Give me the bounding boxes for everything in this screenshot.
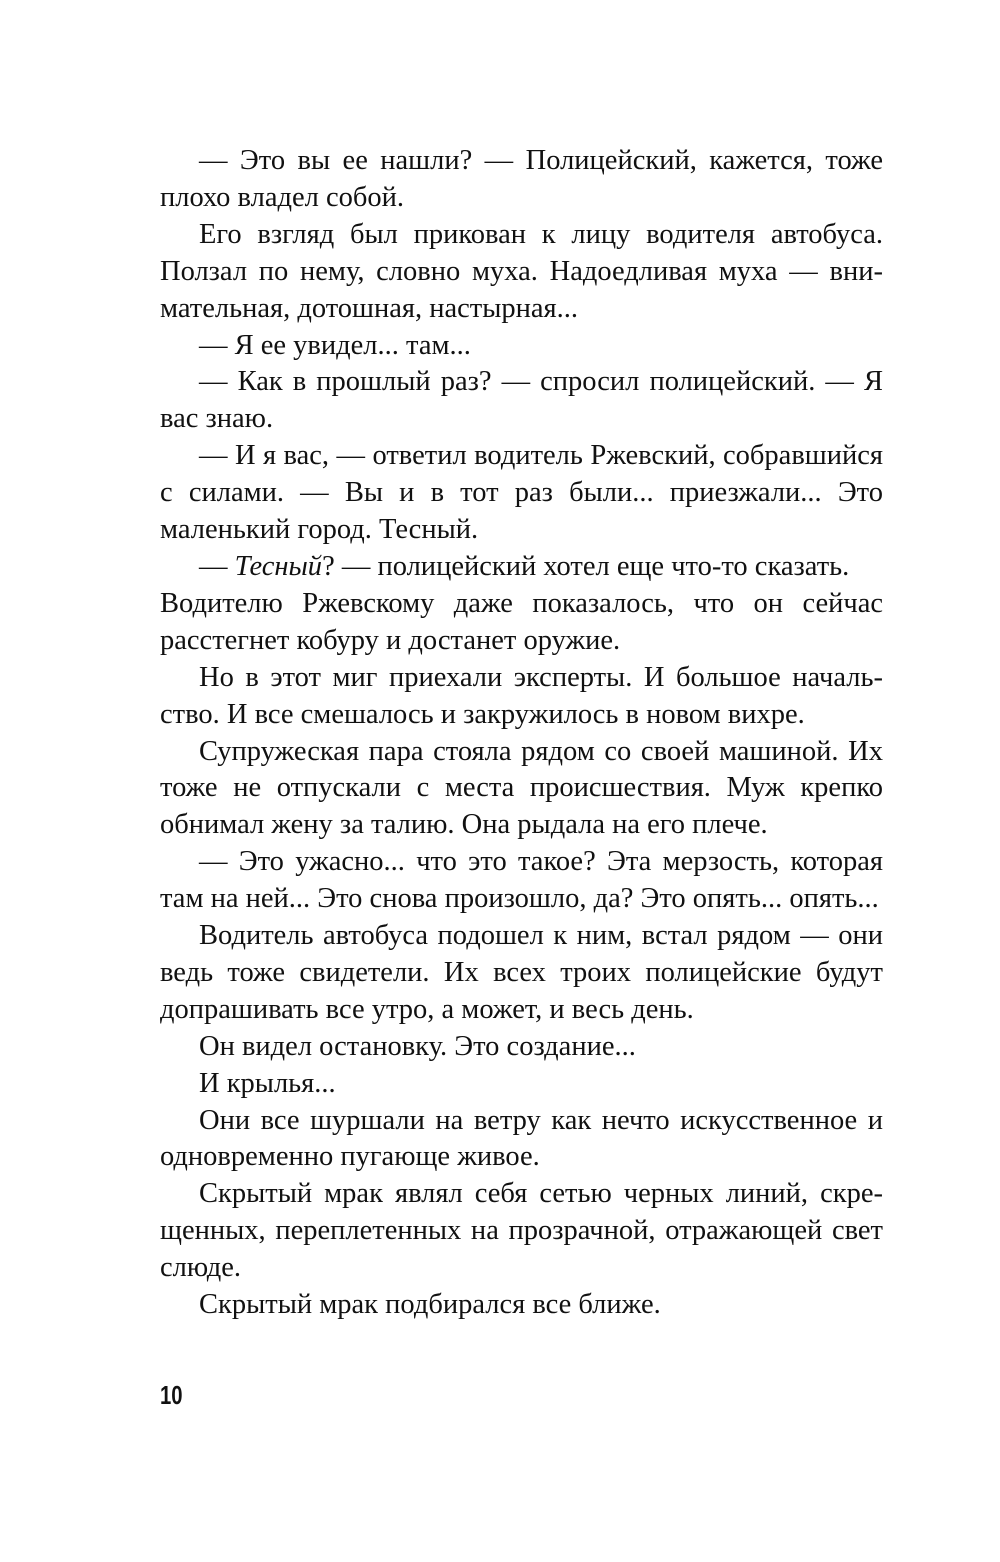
paragraph-3: — Я ее увидел... там... — [199, 329, 471, 361]
italic-word: Тесный — [234, 550, 323, 582]
page-body-text — [160, 143, 883, 1324]
paragraph-1: — Это вы ее нашли? — Полицейский, кажется, тоже плохо владел собой. — [160, 145, 883, 213]
paragraph-10: — Это ужасно... что это такое? Эта мерзость, которая там на ней... Это снова произошло, да? Это опять... опять... — [160, 846, 883, 915]
paragraph-13: И крылья... — [199, 1067, 336, 1099]
dialogue-dash: — — [199, 550, 235, 582]
italic-paragraph-rest: ? — полицейский хотел еще что-то сказать. — [322, 550, 850, 582]
paragraph-14: Они все шуршали на ветру как нечто искусственное и одновременно пугающе живое. — [160, 1104, 883, 1173]
paragraph-7: Водителю Ржевскому даже показалось, что он сейчас расстегнет кобуру и достанет оружие. — [160, 587, 883, 656]
paragraph-9: Супружеская пара стояла рядом со своей машиной. Их тоже не отпускали с места происшествия. Муж крепко обнимал жену за талию. Она рыдала на его плече. — [160, 735, 883, 841]
paragraph-11: Водитель автобуса подошел к ним, встал рядом — они ведь тоже свидетели. Их всех троих полицейские будут допрашивать все утро, а может, и весь день. — [160, 920, 883, 1025]
paragraph-2: Его взгляд был прикован к лицу водителя автобуса. Ползал по нему, словно муха. Надоедливая муха — внимательная, дотошная, настырная... — [160, 218, 883, 324]
paragraph-4: — Как в прошлый раз? — спросил полицейский. — Я вас знаю. — [160, 366, 883, 435]
paragraph-15: Скрытый мрак являл себя сетью черных линий, скрещенных, переплетенных на прозрачной, отражающей свет слюде. — [160, 1178, 883, 1284]
paragraph-6-italic — [160, 549, 883, 586]
paragraph-12: Он видел остановку. Это создание... — [199, 1030, 636, 1062]
page-number: 10 — [160, 1380, 183, 1410]
paragraph-8: Но в этот миг приехали эксперты. И большое начальство. И все смешалось и закружилось в новом вихре. — [160, 661, 883, 730]
paragraph-16: Скрытый мрак подбирался все ближе. — [199, 1289, 661, 1321]
paragraph-5: — И я вас, — ответил водитель Ржевский, собравшийся с силами. — Вы и в тот раз были... приезжали... Это маленький город. Тесный. — [160, 440, 883, 546]
